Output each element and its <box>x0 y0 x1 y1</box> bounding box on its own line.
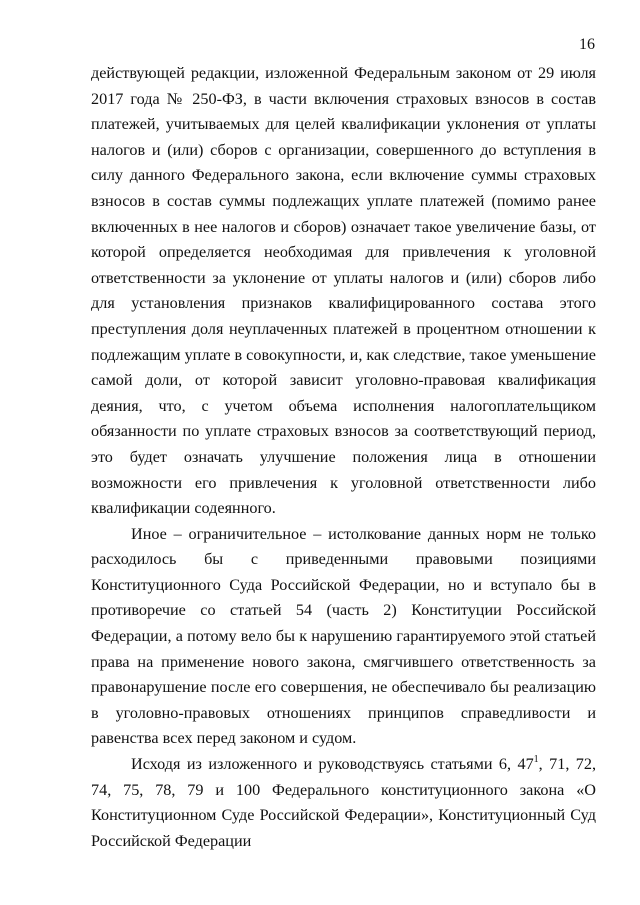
ruling-basis-text-after: , 71, 72, 74, 75, 78, 79 и 100 Федерального конституционного закона «О Конституционном Суде Российской Федерации», Конституционный Суд Российской Федерации <box>91 755 597 850</box>
paragraph-tax-contributions: действующей редакции, изложенной Федеральным законом от 29 июля 2017 года № 250-ФЗ, в части включения страховых взносов в состав платежей, учитываемых для целей квалификации уклонения от уплаты налогов и (или) сборов с организации, совершенного до вступления в силу данного Федерального закона, если включение суммы страховых взносов в состав суммы подлежащих уплате платежей (помимо ранее включенных в нее налогов и сборов) означает такое увеличение базы, от которой определяется необходимая для привлечения к уголовной ответственности за уклонение от уплаты налогов и (или) сборов либо для установления признаков квалифицированного состава этого преступления доля неуплаченных платежей в процентном отношении к подлежащим уплате в совокупности, и, как следствие, такое уменьшение самой доли, от которой зависит уголовно-правовая квалификация деяния, что, с учетом объема исполнения налогоплательщиком обязанности по уплате страховых взносов за соответствующий период, это будет означать улучшение положения лица в отношении возможности его привлечения к уголовной ответственности либо квалификации содеянного. <box>91 64 596 518</box>
document-body <box>91 61 596 854</box>
article-superscript: 1 <box>533 753 539 765</box>
ruling-basis-text-before: Исходя из изложенного и руководствуясь статьями 6, 47 <box>131 755 534 774</box>
page-number: 16 <box>579 36 595 53</box>
paragraph-restrictive-interpretation: Иное – ограничительное – истолкование данных норм не только расходилось бы с приведенными правовыми позициями Конституционного Суда Российской Федерации, но и вступало бы в противоречие со статьей 54 (часть 2) Конституции Российской Федерации, а потому вело бы к нарушению гарантируемого этой статьей права на применение нового закона, смягчившего ответственность за правонарушение после его совершения, не обеспечивало бы реализацию в уголовно-правовых отношениях принципов справедливости и равенства всех перед законом и судом. <box>91 524 596 748</box>
paragraph-ruling-basis <box>91 752 596 854</box>
